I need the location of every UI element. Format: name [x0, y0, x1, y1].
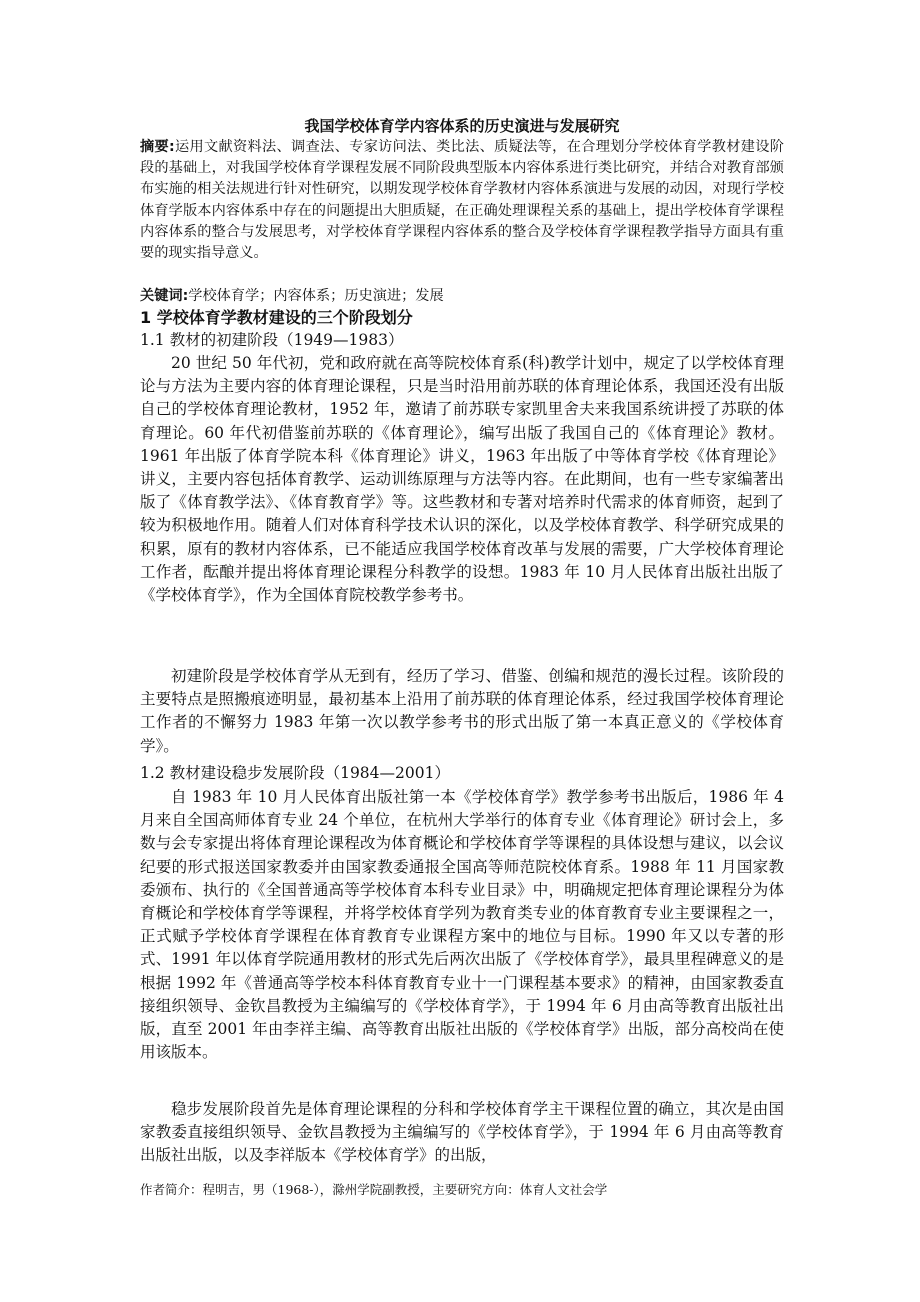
author-note: 作者简介：程明吉，男（1968-），滁州学院副教授，主要研究方向：体育人文社会学 — [140, 1182, 608, 1197]
section-1-1-paragraph-2: 初建阶段是学校体育学从无到有，经历了学习、借鉴、创编和规范的漫长过程。该阶段的主要特点是照搬痕迹明显，最初基本上沿用了前苏联的体育理论体系，经过我国学校体育理论工作者的不懈努力 1983 年第一次以教学参考书的形式出版了第一本真正意义的《学校体育学》。 — [140, 667, 784, 755]
keywords — [140, 286, 784, 306]
section-1-2-paragraph-1: 自 1983 年 10 月人民体育出版社第一本《学校体育学》教学参考书出版后，1986 年 4 月来自全国高师体育专业 24 个单位，在杭州大学举行的体育专业《体育理论》研讨会上，多数与会专家提出将体育理论课程改为体育概论和学校体育学等课程的具体设想与建议，以会议纪要的形式报送国家教委并由国家教委通报全国高等师范院校体育系。1988 年 11 月国家教委颁布、执行的《全国普通高等学校体育本科专业目录》中，明确规定把体育理论课程分为体育概论和学校体育学等课程，并将学校体育学列为教育类专业的体育教育专业主要课程之一，正式赋予学校体育学课程在体育教育专业课程方案中的地位与目标。1990 年又以专著的形式、1991 年以体育学院通用教材的形式先后两次出版了《学校体育学》，最具里程碑意义的是根据 1992 年《普通高等学校本科体育教育专业十一门课程基本要求》的精神，由国家教委直接组织领导、金钦昌教授为主编编写的《学校体育学》，于 1994 年 6 月由高等教育出版社出版，直至 2001 年由李祥主编、高等教育出版社出版的《学校体育学》出版，部分高校尚在使用该版本。 — [140, 788, 784, 1062]
keywords-label: 关键词: — [140, 288, 189, 304]
abstract-label: 摘要: — [140, 139, 175, 155]
section-1-heading: 1 学校体育学教材建设的三个阶段划分 — [140, 308, 413, 327]
section-1-1-paragraph-1: 20 世纪 50 年代初，党和政府就在高等院校体育系(科)教学计划中，规定了以学校体育理论与方法为主要内容的体育理论课程，只是当时沿用前苏联的体育理论体系，我国还没有出版自己的学校体育理论教材，1952 年，邀请了前苏联专家凯里舍夫来我国系统讲授了苏联的体育理论。60 年代初借鉴前苏联的《体育理论》，编写出版了我国自己的《体育理论》教材。1961 年出版了体育学院本科《体育理论》讲义，1963 年出版了中等体育学校《体育理论》讲义，主要内容包括体育教学、运动训练原理与方法等内容。在此期间，也有一些专家编著出版了《体育教学法》、《体育教育学》等。这些教材和专著对培养时代需求的体育师资，起到了较为积极地作用。随着人们对体育科学技术认识的深化，以及学校体育教学、科学研究成果的积累，原有的教材内容体系，已不能适应我国学校体育改革与发展的需要，广大学校体育理论工作者，酝酿并提出将体育理论课程分科教学的设想。1983 年 10 月人民体育出版社出版了《学校体育学》，作为全国体育院校教学参考书。 — [140, 354, 784, 605]
paper-title: 我国学校体育学内容体系的历史演进与发展研究 — [304, 117, 620, 135]
abstract — [140, 137, 784, 264]
keywords-text: 学校体育学；内容体系；历史演进；发展 — [188, 288, 444, 304]
section-1-2-paragraph-2: 稳步发展阶段首先是体育理论课程的分科和学校体育学主干课程位置的确立，其次是由国家教委直接组织领导、金钦昌教授为主编编写的《学校体育学》，于 1994 年 6 月由高等教育出版社出版，以及李祥版本《学校体育学》的出版， — [140, 1100, 784, 1165]
abstract-text: 运用文献资料法、调查法、专家访问法、类比法、质疑法等，在合理划分学校体育学教材建设阶段的基础上，对我国学校体育学课程发展不同阶段典型版本内容体系进行类比研究，并结合对教育部颁布实施的相关法规进行针对性研究，以期发现学校体育学教材内容体系演进与发展的动因，对现行学校体育学版本内容体系中存在的问题提出大胆质疑，在正确处理课程关系的基础上，提出学校体育学课程内容体系的整合与发展思考，对学校体育学课程内容体系的整合及学校体育学课程教学指导方面具有重要的现实指导意义。 — [140, 139, 784, 262]
section-1-1-heading: 1.1 教材的初建阶段（1949—1983） — [140, 331, 404, 349]
section-1-2-heading: 1.2 教材建设稳步发展阶段（1984—2001） — [140, 764, 450, 782]
